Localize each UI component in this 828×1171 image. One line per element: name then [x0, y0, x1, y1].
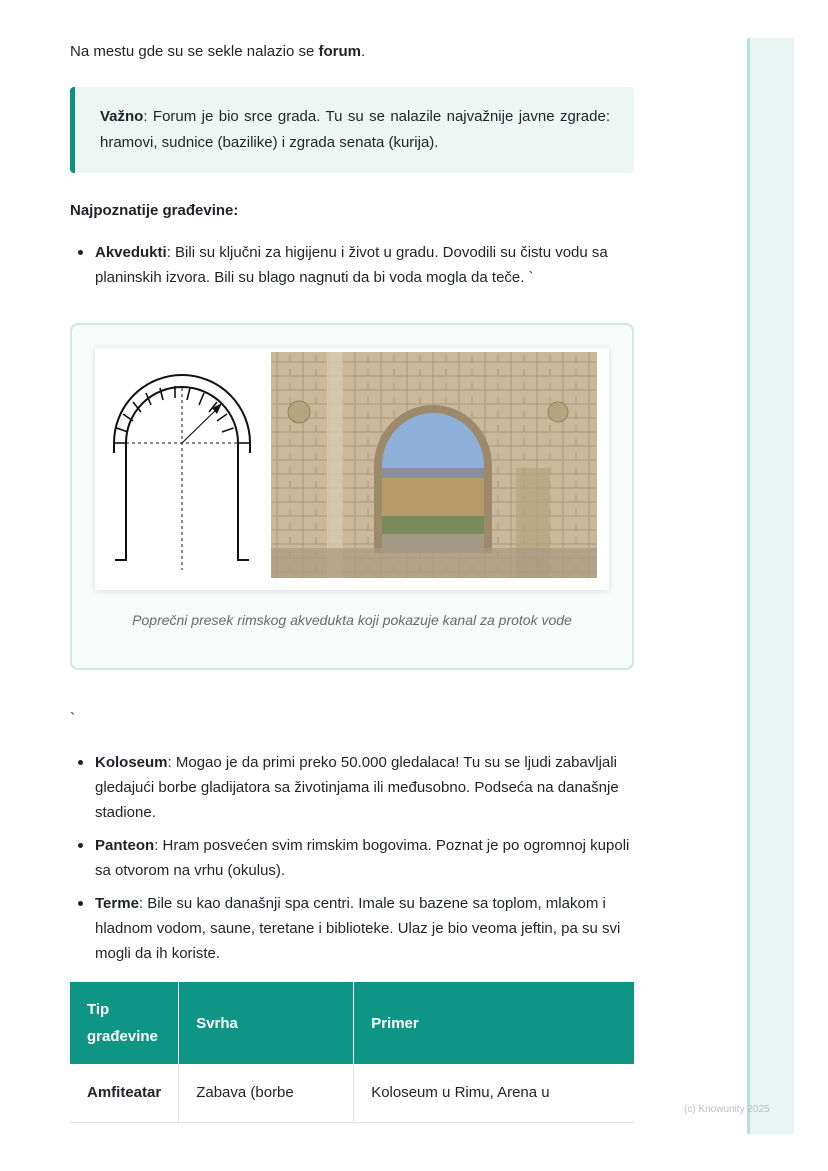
- table-cell: Koloseum u Rimu, Arena u: [354, 1064, 634, 1123]
- important-callout: [70, 87, 634, 173]
- table-row: [70, 1064, 634, 1123]
- buildings-list-second: [70, 750, 634, 966]
- column-header: Primer: [354, 982, 634, 1064]
- table-cell: Amfiteatar: [70, 1064, 179, 1123]
- right-margin-strip: [747, 38, 794, 1134]
- arch-cross-section-diagram: [114, 375, 250, 570]
- list-item: Koloseum: Mogao je da primi preko 50.000 gledalaca! Tu su se ljudi zabavljali gledajući borbe gladijatora sa životinjama ili međusobno. Podseća na današnje stadione.: [70, 750, 634, 825]
- stray-backtick: `: [70, 710, 75, 727]
- callout-label: Važno: [100, 108, 144, 125]
- section-heading: Najpoznatije građevine:: [70, 202, 239, 219]
- callout-text: : Forum je bio srce grada. Tu su se nalazile najvažnije javne zgrade: hramovi, sudnice (bazilike) i zgrada senata (kurija).: [100, 108, 610, 151]
- document-content: [70, 40, 634, 1123]
- watermark: (c) Knowunity 2025: [684, 1104, 770, 1115]
- column-header: Tip građevine: [70, 982, 179, 1064]
- list-item: Akvedukti: Bili su ključni za higijenu i život u gradu. Dovodili su čistu vodu sa planinskih izvora. Bili su blago nagnuti da bi voda mogla da teče. `: [70, 240, 634, 290]
- table-header-row: [70, 982, 634, 1064]
- table-cell: Zabava (borbe: [179, 1064, 354, 1123]
- buildings-list-first: [70, 240, 634, 290]
- figure-image: [95, 348, 609, 590]
- list-item: Panteon: Hram posvećen svim rimskim bogovima. Poznat je po ogromnoj kupoli sa otvorom na vrhu (okulus).: [70, 833, 634, 883]
- column-header: Svrha: [179, 982, 354, 1064]
- intro-paragraph: Na mestu gde su se sekle nalazio se forum.: [70, 43, 366, 60]
- aqueduct-illustration: [95, 348, 609, 590]
- roman-arch-photo: [271, 352, 597, 578]
- aqueduct-figure: [70, 323, 634, 670]
- list-item: Terme: Bile su kao današnji spa centri. Imale su bazene sa toplom, mlakom i hladnom vodom, saune, teretane i biblioteke. Ulaz je bio veoma jeftin, pa su svi mogli da ih koriste.: [70, 891, 634, 966]
- figure-caption: Poprečni presek rimskog akvedukta koji pokazuje kanal za protok vode: [132, 612, 572, 628]
- buildings-table: [70, 982, 634, 1123]
